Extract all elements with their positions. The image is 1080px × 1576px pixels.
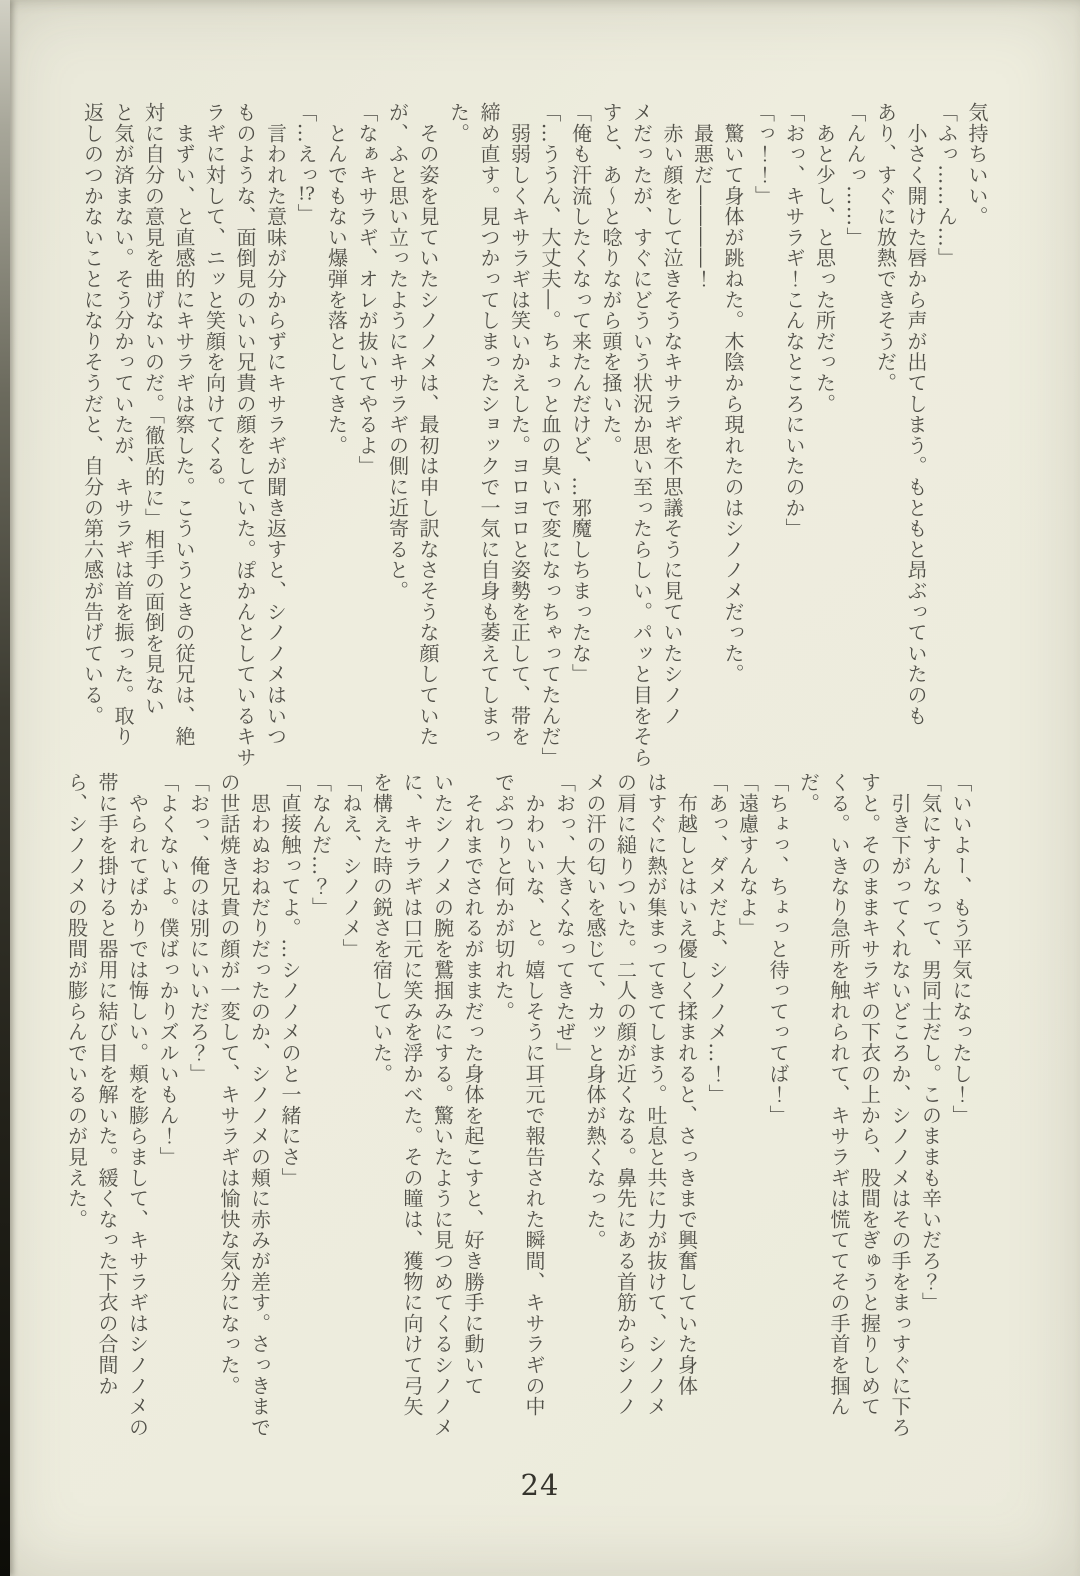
text-column: あり、すぐに放熱できそうだ。 [873, 102, 898, 394]
text-column: 驚いて身体が跳ねた。木陰から現れたのはシノノメだった。 [721, 102, 745, 685]
text-column: かわいいな、と。嬉しそうに耳元で報告された瞬間、キサラギの中 [522, 772, 546, 1417]
text-column: 引き下がってくれないどころか、シノノメはその手をまっすぐに下ろ [888, 772, 912, 1438]
text-column: だ。 [796, 772, 821, 814]
text-column: 思わぬおねだりだったのか、シノノメの頬に赤みが差す。さっきまで [247, 772, 272, 1438]
text-column: 「いいよー、もう平気になったし！」 [949, 772, 973, 1126]
text-column: 小さく開けた唇から声が出てしまう。もともと昂ぶっていたのも [904, 102, 928, 726]
text-column: 「遠慮すんなよ」 [735, 772, 760, 939]
text-column: その姿を見ていたシノノメは、最初は申し訳なさそうな顔していた [416, 102, 440, 747]
text-column: が、ふと思い立ったようにキサラギの側に近寄ると。 [385, 102, 410, 602]
text-column: 「ねえ、シノノメ」 [339, 772, 363, 960]
text-column: 「なぁキサラギ、オレが抜いてやるよ」 [355, 102, 379, 477]
text-block-bottom [61, 772, 976, 1452]
page-number: 24 [520, 1468, 560, 1502]
text-column: の世話焼き兄貴の顔が一変して、キサラギは愉快な気分になった。 [217, 772, 241, 1396]
text-column: あと少し、と思った所だった。 [812, 102, 837, 414]
text-column: 「ふっ……ん…」 [934, 102, 959, 269]
text-column: いたシノノメの腕を鷲掴みにする。驚いたように見つめてくるシノノメ [430, 772, 455, 1438]
text-column: ものような、面倒見のいい兄貴の顔をしていた。ぽかんとしているキサ [233, 102, 257, 768]
text-column: 帯に手を掛けると器用に結び目を解いた。緩くなった下衣の合間か [95, 772, 119, 1396]
text-column: 「おっ、大きくなってきたぜ」 [552, 772, 577, 1064]
binding-edge-shadow [0, 0, 10, 1576]
text-column: 「…ううん、大丈夫―。ちょっと血の臭いで変になっちゃってたんだ」 [538, 102, 562, 768]
text-column: 最悪だ――――！ [690, 102, 715, 290]
text-column: た。 [446, 102, 471, 144]
text-column: 「気にすんなって、男同士だし。このままも辛いだろ？」 [918, 772, 943, 1313]
text-column: 「…えっ!?」 [294, 102, 318, 225]
text-column: 「俺も汗流したくなって来たんだけど、…邪魔しちまったな」 [568, 102, 593, 685]
text-column: 「んんっ……」 [843, 102, 867, 248]
text-column: を構えた時の鋭さを宿していた。 [369, 772, 394, 1084]
text-column: 「おっ、キサラギ！こんなところにいたのか」 [782, 102, 806, 539]
text-column: やられてばかりでは悔しい。頬を膨らまして、キサラギはシノノメの [125, 772, 150, 1438]
tate-chu-yoko: !? [298, 185, 315, 204]
text-column: 「ちょっ、ちょっと待ってってば！」 [766, 772, 790, 1126]
text-column: 「なんだ…？」 [308, 772, 333, 918]
text-column: に、キサラギは口元に笑みを浮かべた。その瞳は、獲物に向けて弓矢 [400, 772, 424, 1417]
text-column: ら、シノノメの股間が膨らんでいるのが見えた。 [64, 772, 89, 1230]
text-column: メだったが、すぐにどういう状況か思い至ったらしい。パッと目をそら [629, 102, 654, 768]
text-column: 対に自分の意見を曲げないのだ。「徹底的に」相手の面倒を見ない [141, 102, 166, 716]
text-column: はすぐに熱が集まってきてしまう。吐息と共に力が抜けて、シノノメ [644, 772, 668, 1417]
text-block-top [77, 102, 992, 770]
text-column: メの汗の匂いを感じて、カッと身体が熱くなった。 [583, 772, 607, 1251]
text-column: 締め直す。見つかってしまったショックで一気に自身も萎えてしまっ [477, 102, 501, 747]
text-column: 「あっ、ダメだよ、シノノメ…！」 [705, 772, 729, 1105]
text-column: すと、あ〜と唸りながら頭を掻いた。 [599, 102, 623, 456]
text-column: 「よくないよ。僕ばっかりズルいもん！」 [156, 772, 180, 1168]
text-column: 「っ！！」 [751, 102, 776, 206]
text-column: まずい、と直感的にキサラギは察した。こういうときの従兄は、絶 [172, 102, 196, 747]
text-column: でぷつりと何かが切れた。 [491, 772, 516, 1022]
text-column: 「直接触ってよ。…シノノメのと一緒にさ」 [278, 772, 302, 1188]
text-column: 赤い顔をして泣きそうなキサラギを不思議そうに見ていたシノノ [660, 102, 684, 726]
text-column: の肩に縋りついた。二人の顔が近くなる。鼻先にある首筋からシノノ [613, 772, 638, 1417]
text-column: くる。いきなり急所を触れられて、キサラギは慌ててその手首を掴ん [827, 772, 851, 1417]
text-column: ラギに対して、ニッと笑顔を向けてくる。 [202, 102, 227, 498]
text-column: 返しのつかないことになりそうだと、自分の第六感が告げている。 [80, 102, 105, 726]
text-column: 「おっ、俺のは別にいいだろ？」 [186, 772, 211, 1084]
text-column: と気が済まない。そう分かっていたが、キサラギは首を振った。取り [111, 102, 135, 747]
text-column: すと。そのままキサラギの下衣の上から、股間をぎゅうと握りしめて [857, 772, 882, 1417]
text-column: 弱弱しくキサラギは笑いかえした。ヨロヨロと姿勢を正して、帯を [507, 102, 532, 747]
text-column: それまでされるがままだった身体を起こすと、好き勝手に動いて [461, 772, 485, 1396]
text-column: とんでもない爆弾を落としてきた。 [324, 102, 349, 456]
text-column: 言われた意味が分からずにキサラギが聞き返すと、シノノメはいつ [263, 102, 288, 747]
text-column: 布越しとはいえ優しく揉まれると、さっきまで興奮していた身体 [674, 772, 699, 1396]
text-column: 気持ちいい。 [965, 102, 989, 227]
